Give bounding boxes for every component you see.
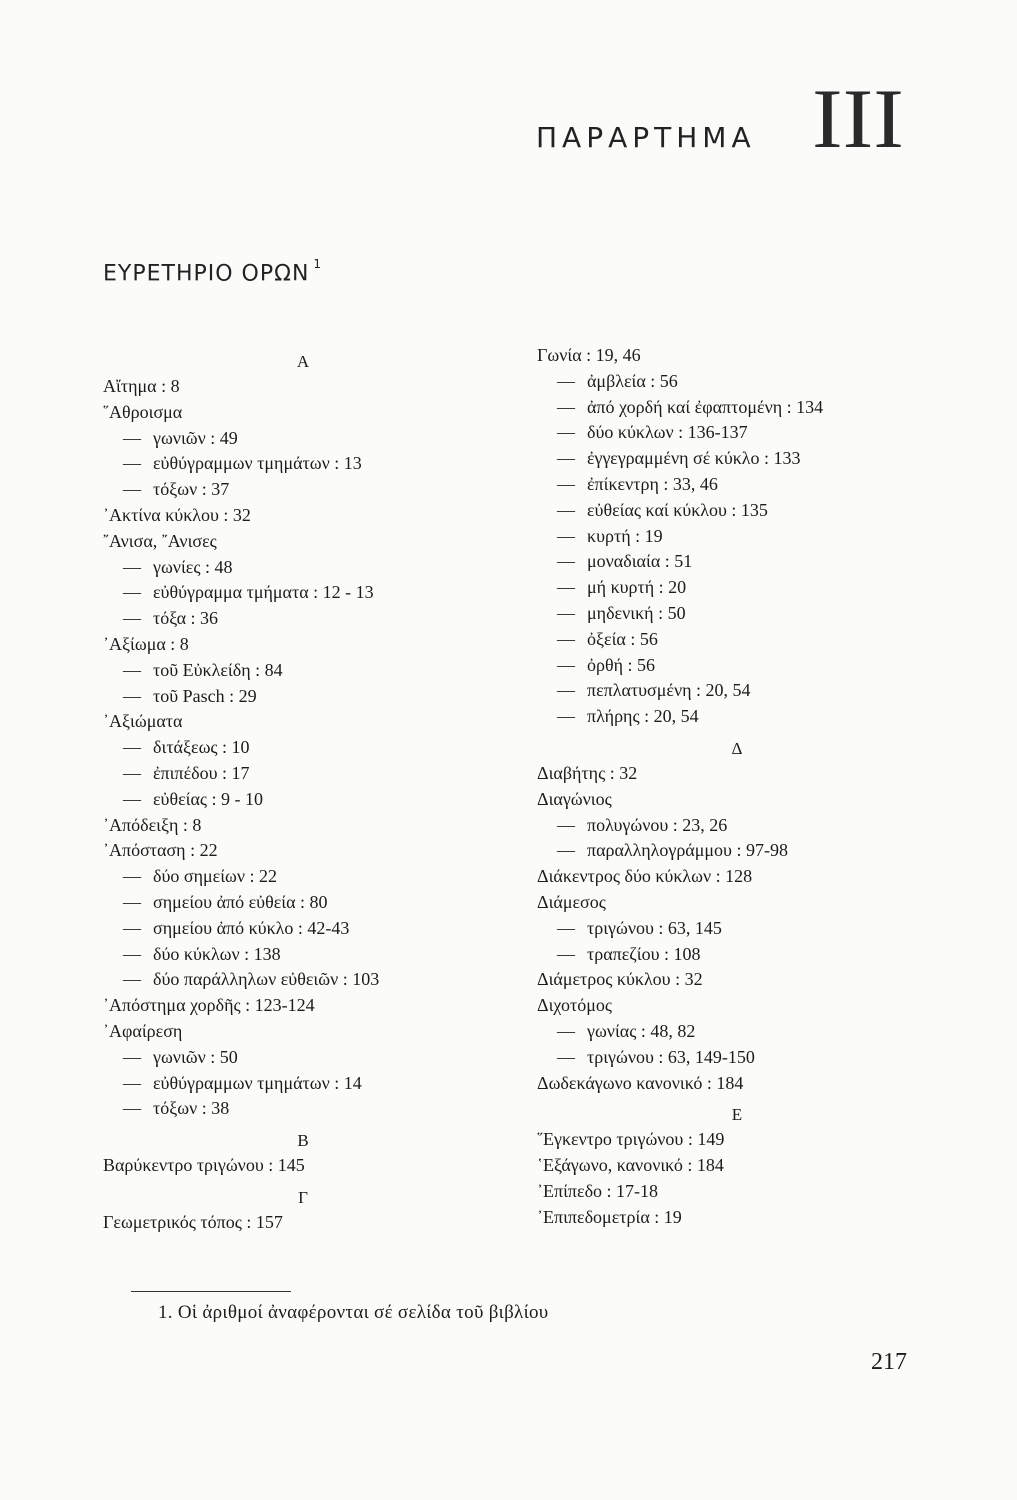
index-entry: Γεωμετρικός τόπος : 157	[103, 1211, 283, 1232]
em-dash-icon: —	[123, 891, 141, 912]
index-subentry	[103, 942, 503, 968]
em-dash-icon: —	[557, 577, 575, 598]
appendix-title: ΠΑΡΑΡΤΗΜΑ	[536, 121, 756, 154]
index-entry: Διάμεσος	[537, 891, 606, 912]
em-dash-icon: —	[123, 969, 141, 990]
index-subentry	[103, 426, 503, 452]
index-subentry	[103, 1096, 503, 1122]
index-entry: ᾿Επιπεδομετρία : 19	[537, 1206, 682, 1227]
footnote-rule	[131, 1291, 291, 1292]
index-subentry-text: μηδενική : 50	[587, 602, 686, 623]
index-entry: ᾿Αφαίρεση	[103, 1020, 183, 1041]
index-entry: Γωνία : 19, 46	[537, 345, 641, 365]
index-subentry-text: τοῦ Εὐκλείδη : 84	[153, 659, 283, 680]
index-subentry-text: εὐθείας : 9 - 10	[153, 788, 264, 809]
index-subentry-text: σημείου ἀπό εὐθεία : 80	[153, 891, 328, 912]
index-subentry-text: ὀρθή : 56	[587, 654, 656, 675]
index-subentry	[103, 1045, 503, 1071]
em-dash-icon: —	[123, 866, 141, 887]
index-section-letter: Γ	[298, 1187, 308, 1207]
em-dash-icon: —	[123, 788, 141, 809]
index-subentry-text: ὀξεία : 56	[587, 628, 658, 649]
footnote: 1. Οἱ ἀριθμοί ἀναφέρονται σέ σελίδα τοῦ βιβλίου	[158, 1302, 549, 1323]
index-subentry-text: εὐθύγραμμα τμήματα : 12 - 13	[153, 582, 374, 603]
index-subentry	[537, 916, 937, 942]
index-subentry-text: ἐπίκεντρη : 33, 46	[587, 473, 718, 494]
index-subentry-text: ἀμβλεία : 56	[587, 370, 678, 391]
index-subentry-text: γωνιῶν : 50	[153, 1046, 238, 1067]
index-entry: ᾿Απόστημα χορδῆς : 123-124	[103, 995, 315, 1016]
index-subentry	[103, 580, 503, 606]
index-subentry-text: εὐθύγραμμων τμημάτων : 14	[153, 1072, 362, 1093]
index-entry: ᾿Επίπεδο : 17-18	[537, 1180, 659, 1201]
index-entry: Αἴτημα : 8	[103, 376, 180, 396]
em-dash-icon: —	[557, 473, 575, 494]
appendix-numeral: III	[812, 71, 904, 166]
em-dash-icon: —	[123, 737, 141, 758]
index-subentry	[537, 838, 937, 864]
index-subentry	[537, 575, 937, 601]
index-subentry	[103, 890, 503, 916]
index-entry: Βαρύκεντρο τριγώνου : 145	[103, 1155, 305, 1176]
index-subentry	[103, 477, 503, 503]
index-column-right	[537, 343, 937, 1231]
em-dash-icon: —	[557, 525, 575, 546]
footnote-marker: 1	[313, 257, 323, 271]
index-subentry-text: τόξων : 38	[153, 1098, 230, 1119]
em-dash-icon: —	[123, 582, 141, 603]
em-dash-icon: —	[557, 370, 575, 391]
index-subentry-text: δύο κύκλων : 138	[153, 943, 281, 964]
index-subentry	[103, 916, 503, 942]
em-dash-icon: —	[557, 448, 575, 469]
em-dash-icon: —	[557, 1046, 575, 1067]
index-subentry	[537, 601, 937, 627]
em-dash-icon: —	[123, 943, 141, 964]
index-entry: ᾿Ακτίνα κύκλου : 32	[103, 504, 251, 525]
index-subentry-text: γωνίας : 48, 82	[587, 1020, 696, 1041]
em-dash-icon: —	[557, 628, 575, 649]
index-entry: Διχοτόμος	[537, 995, 613, 1016]
index-entry: ᾿Απόσταση : 22	[103, 840, 218, 861]
index-subentry	[537, 498, 937, 524]
index-subentry	[537, 813, 937, 839]
index-subentry-text: δύο σημείων : 22	[153, 866, 278, 887]
em-dash-icon: —	[123, 427, 141, 448]
index-entry: ῞Αθροισμα	[103, 401, 183, 422]
index-section-letter: Α	[296, 352, 310, 371]
em-dash-icon: —	[123, 453, 141, 474]
index-subentry-text: μοναδιαία : 51	[587, 551, 693, 572]
em-dash-icon: —	[557, 396, 575, 417]
index-subentry-text: παραλληλογράμμου : 97-98	[587, 840, 788, 861]
em-dash-icon: —	[123, 762, 141, 783]
index-entry: ᾿Αξίωμα : 8	[103, 633, 189, 654]
index-subentry-text: ἐγγεγραμμένη σέ κύκλο : 133	[587, 448, 801, 469]
index-subentry-text: τόξων : 37	[153, 479, 230, 500]
index-subentry	[537, 369, 937, 395]
em-dash-icon: —	[557, 706, 575, 727]
em-dash-icon: —	[123, 1046, 141, 1067]
index-entry: Διαβήτης : 32	[537, 762, 638, 783]
index-subentry-text: διτάξεως : 10	[153, 737, 250, 758]
em-dash-icon: —	[557, 499, 575, 520]
em-dash-icon: —	[557, 917, 575, 938]
index-subentry-text: τριγώνου : 63, 149-150	[587, 1046, 755, 1067]
page-number: 217	[871, 1349, 907, 1375]
index-subentry-text: εὐθύγραμμων τμημάτων : 13	[153, 453, 362, 474]
index-subentry	[537, 1019, 937, 1045]
index-entry: ᾿Απόδειξη : 8	[103, 814, 202, 835]
index-subentry-text: πλήρης : 20, 54	[587, 706, 699, 727]
index-entry: ῞Εγκεντρο τριγώνου : 149	[537, 1129, 725, 1150]
em-dash-icon: —	[123, 917, 141, 938]
index-subentry	[103, 1071, 503, 1097]
index-subentry	[103, 967, 503, 993]
index-subentry	[103, 451, 503, 477]
index-subentry-text: τριγώνου : 63, 145	[587, 917, 722, 938]
index-subentry-text: τραπεζίου : 108	[587, 943, 701, 964]
index-subentry	[537, 678, 937, 704]
index-entry: Διάκεντρος δύο κύκλων : 128	[537, 866, 753, 887]
em-dash-icon: —	[557, 654, 575, 675]
em-dash-icon: —	[123, 685, 141, 706]
index-subentry-text: δύο παράλληλων εὐθειῶν : 103	[153, 969, 380, 990]
index-title	[103, 257, 323, 287]
index-subentry	[103, 864, 503, 890]
index-subentry	[103, 761, 503, 787]
index-section-letter: Δ	[731, 738, 743, 758]
index-section-letter: Β	[297, 1131, 309, 1151]
em-dash-icon: —	[557, 840, 575, 861]
index-subentry-text: σημείου ἀπό κύκλο : 42-43	[153, 917, 350, 938]
index-subentry	[103, 787, 503, 813]
index-subentry	[537, 472, 937, 498]
index-subentry-text: μή κυρτή : 20	[587, 577, 687, 598]
index-subentry-text: πολυγώνου : 23, 26	[587, 814, 728, 835]
index-subentry-text: τόξα : 36	[153, 608, 219, 629]
index-subentry	[537, 627, 937, 653]
em-dash-icon: —	[557, 551, 575, 572]
em-dash-icon: —	[557, 422, 575, 443]
index-entry: Δωδεκάγωνο κανονικό : 184	[537, 1072, 744, 1093]
index-subentry-text: ἀπό χορδή καί ἐφαπτομένη : 134	[587, 396, 824, 417]
index-subentry-text: τοῦ Pasch : 29	[153, 685, 257, 706]
index-column-left	[103, 343, 503, 1236]
em-dash-icon: —	[557, 602, 575, 623]
index-subentry	[537, 1045, 937, 1071]
index-subentry-text: γωνιῶν : 49	[153, 427, 238, 448]
index-subentry	[103, 735, 503, 761]
em-dash-icon: —	[557, 680, 575, 701]
index-subentry-text: γωνίες : 48	[153, 556, 233, 577]
em-dash-icon: —	[123, 556, 141, 577]
em-dash-icon: —	[123, 608, 141, 629]
index-subentry	[537, 942, 937, 968]
index-subentry-text: δύο κύκλων : 136-137	[587, 422, 748, 443]
index-subentry	[537, 653, 937, 679]
index-subentry	[537, 420, 937, 446]
em-dash-icon: —	[123, 659, 141, 680]
index-subentry	[103, 606, 503, 632]
index-entry: ᾿Αξιώματα	[103, 711, 183, 732]
em-dash-icon: —	[557, 1020, 575, 1041]
index-subentry-text: κυρτή : 19	[587, 525, 663, 546]
index-section-letter: Ε	[731, 1105, 743, 1125]
em-dash-icon: —	[123, 1072, 141, 1093]
index-subentry-text: εὐθείας καί κύκλου : 135	[587, 499, 768, 520]
index-subentry-text: πεπλατυσμένη : 20, 54	[587, 680, 751, 701]
index-entry: ῾Εξάγωνο, κανονικό : 184	[537, 1155, 724, 1176]
index-entry: ῎Ανισα, ῎Ανισες	[103, 530, 217, 551]
index-subentry	[537, 704, 937, 730]
em-dash-icon: —	[123, 479, 141, 500]
em-dash-icon: —	[557, 814, 575, 835]
index-subentry	[103, 658, 503, 684]
em-dash-icon: —	[123, 1098, 141, 1119]
index-subentry	[103, 555, 503, 581]
index-subentry	[103, 684, 503, 710]
index-subentry	[537, 524, 937, 550]
index-subentry	[537, 395, 937, 421]
index-subentry	[537, 549, 937, 575]
index-subentry-text: ἐπιπέδου : 17	[153, 762, 250, 783]
index-entry: Διάμετρος κύκλου : 32	[537, 969, 703, 990]
index-entry: Διαγώνιος	[537, 788, 612, 809]
index-title-text: ΕΥΡΕΤΗΡΙΟ ΟΡΩΝ	[103, 261, 310, 287]
index-subentry	[537, 446, 937, 472]
em-dash-icon: —	[557, 943, 575, 964]
